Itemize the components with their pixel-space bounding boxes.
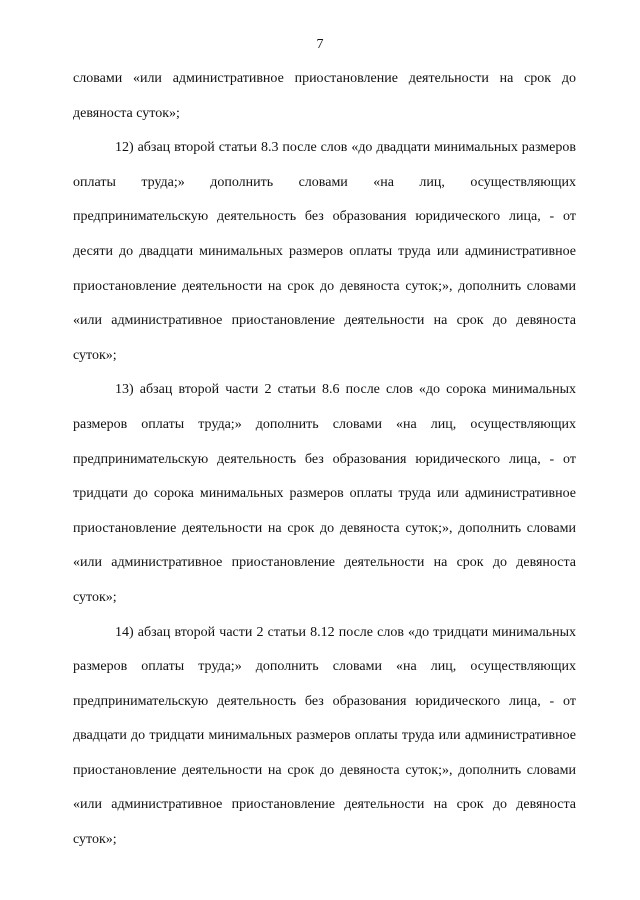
paragraph-item-13: 13) абзац второй части 2 статьи 8.6 после слов «до сорока минимальных размеров оплаты труда;» дополнить словами «на лиц, осуществляющих предпринимательскую деятельность без образования юридического лица, - от тридцати до сорока минимальных размеров оплаты труда или административное приостановление деятельности на срок до девяноста суток;», дополнить словами «или административное приостановление деятельности на срок до девяноста суток»; xyxy=(73,382,576,605)
paragraph-item-14: 14) абзац второй части 2 статьи 8.12 после слов «до тридцати минимальных размеров оплаты труда;» дополнить словами «на лиц, осуществляющих предпринимательскую деятельность без образования юридического лица, - от двадцати до тридцати минимальных размеров оплаты труда или административное приостановление деятельности на срок до девяноста суток;», дополнить словами «или административное приостановление деятельности на срок до девяноста суток»; xyxy=(73,624,576,848)
paragraph-continuation: словами «или административное приостановление деятельности на срок до девяноста суток»; xyxy=(73,71,576,121)
page-number: 7 xyxy=(316,37,324,52)
document-body xyxy=(73,62,576,858)
paragraph-item-12: 12) абзац второй статьи 8.3 после слов «до двадцати минимальных размеров оплаты труда;» дополнить словами «на лиц, осуществляющих предпринимательскую деятельность без образования юридического лица, - от десяти до двадцати минимальных размеров оплаты труда или административное приостановление деятельности на срок до девяноста суток;», дополнить словами «или административное приостановление деятельности на срок до девяноста суток»; xyxy=(73,140,576,363)
